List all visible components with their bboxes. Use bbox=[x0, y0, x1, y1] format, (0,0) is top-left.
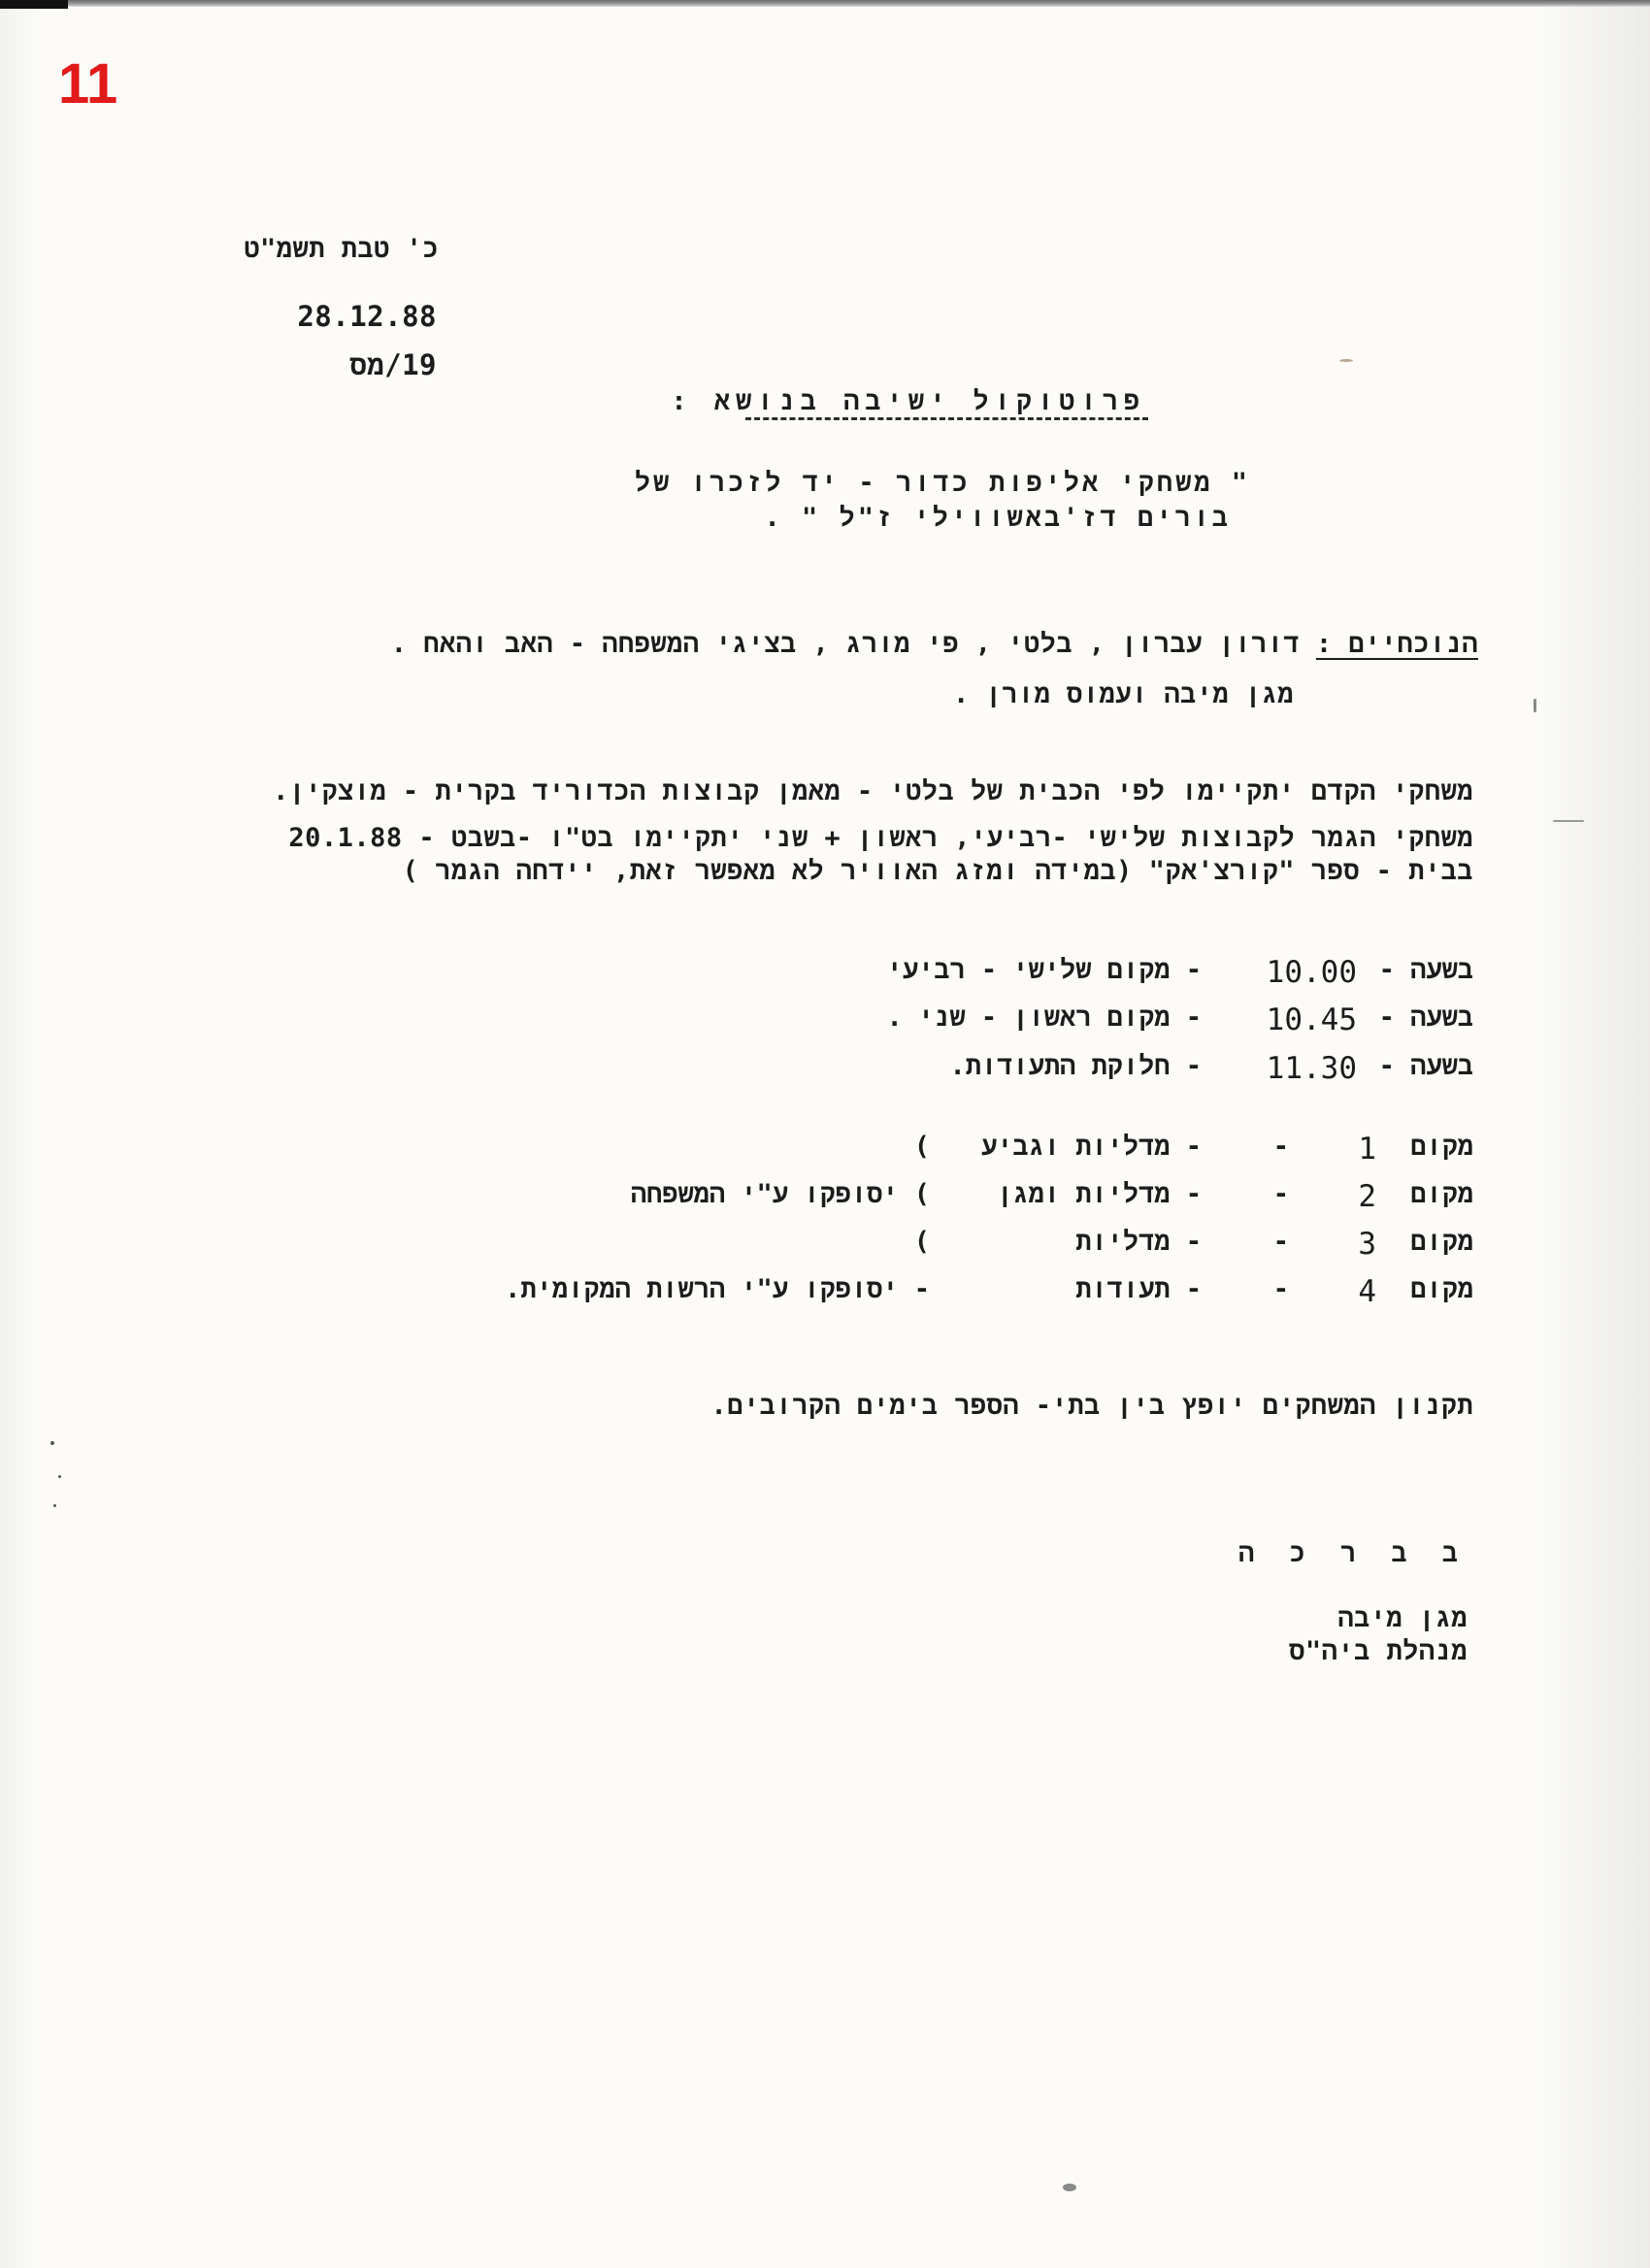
place-prize: - מדליות ומגן bbox=[997, 1179, 1202, 1209]
place-note: ) bbox=[913, 1132, 930, 1162]
place-label: מקום bbox=[1410, 1132, 1473, 1162]
scan-speck bbox=[53, 1504, 56, 1507]
place-note: - יסופקו ע"י הרשות המקומית. bbox=[505, 1274, 930, 1304]
schedule-event: - חלוקת התעודות. bbox=[949, 1051, 1202, 1081]
scan-top-edge bbox=[68, 0, 1650, 7]
closing-greeting: ב ב ר כ ה bbox=[1238, 1538, 1468, 1568]
place-number: 4 bbox=[1358, 1274, 1376, 1309]
scan-speck bbox=[1534, 699, 1536, 712]
scan-speck bbox=[1063, 2184, 1076, 2191]
subject-line-2: בורים דז'באשווילי ז"ל " . bbox=[764, 503, 1231, 533]
signature-name: מגן מיבה bbox=[1337, 1603, 1468, 1633]
participants-line-2: מגן מיבה ועמוס מורן . bbox=[952, 679, 1294, 709]
place-prize: - תעודות bbox=[1075, 1274, 1202, 1304]
place-number: 1 bbox=[1358, 1132, 1376, 1167]
place-note: ) bbox=[913, 1227, 930, 1257]
participants-line-1 bbox=[391, 631, 1478, 657]
signature-title: מנהלת ביה"ס bbox=[1289, 1636, 1468, 1666]
schedule-time: 10.00 bbox=[1266, 955, 1357, 990]
place-number: 3 bbox=[1358, 1227, 1376, 1262]
scan-corner bbox=[0, 0, 68, 9]
paragraph-final-games: משחקי הגמר לקבוצות שלישי -רביעי, ראשון + שני יתקיימו בט"ו -בשבט - 20.1.88 bbox=[288, 823, 1473, 853]
place-dash: - bbox=[1272, 1179, 1289, 1209]
place-label: מקום bbox=[1410, 1227, 1473, 1257]
schedule-prefix: בשעה - bbox=[1378, 1003, 1473, 1033]
place-prize: - מדליות bbox=[1075, 1227, 1202, 1257]
schedule-prefix: בשעה - bbox=[1378, 955, 1473, 985]
place-dash: - bbox=[1272, 1227, 1289, 1257]
page-number: 11 bbox=[58, 52, 118, 115]
place-prize: - מדליות וגביע bbox=[981, 1132, 1202, 1162]
scan-speck bbox=[58, 1475, 61, 1478]
place-number: 2 bbox=[1358, 1179, 1376, 1214]
subject-line-1: " משחקי אליפות כדור - יד לזכרו של bbox=[634, 468, 1250, 498]
document-title: פרוטוקול ישיבה בנושא : bbox=[671, 386, 1145, 416]
cup-regulations-note: תקנון המשחקים יופץ בין בתי- הספר בימים הקרובים. bbox=[710, 1391, 1473, 1421]
paragraph-preliminary-games: משחקי הקדם יתקיימו לפי הכבית של בלטי - מאמן קבוצות הכדוריד בקרית - מוצקין. bbox=[273, 776, 1473, 806]
gregorian-date: 28.12.88 bbox=[297, 300, 437, 333]
place-label: מקום bbox=[1410, 1179, 1473, 1209]
place-label: מקום bbox=[1410, 1274, 1473, 1304]
schedule-time: 11.30 bbox=[1266, 1051, 1357, 1086]
place-dash: - bbox=[1272, 1274, 1289, 1304]
participants-list: דורון עברון , בלטי , פי מורג , בציגי המשפחה - האב והאח . bbox=[390, 629, 1301, 659]
place-note: ) יסופקו ע"י המשפחה bbox=[630, 1179, 930, 1209]
schedule-prefix: בשעה - bbox=[1378, 1051, 1473, 1081]
schedule-time: 10.45 bbox=[1266, 1003, 1357, 1037]
title-underline bbox=[745, 417, 1148, 420]
paragraph-final-venue: בבית - ספר "קורצ'אק" (במידה ומזג האוויר לא מאפשר זאת, יידחה הגמר ) bbox=[402, 856, 1473, 886]
hebrew-date: כ' טבת תשמ"ט bbox=[244, 234, 439, 264]
schedule-event: - מקום ראשון - שני . bbox=[886, 1003, 1202, 1033]
scan-speck bbox=[1553, 820, 1584, 822]
participants-label: הנוכחיים : bbox=[1315, 629, 1478, 659]
scan-speck bbox=[1339, 359, 1353, 362]
scan-speck bbox=[50, 1441, 54, 1445]
schedule-event: - מקום שלישי - רביעי bbox=[886, 955, 1202, 985]
reference-number: 19/מס bbox=[349, 348, 437, 381]
place-dash: - bbox=[1272, 1132, 1289, 1162]
